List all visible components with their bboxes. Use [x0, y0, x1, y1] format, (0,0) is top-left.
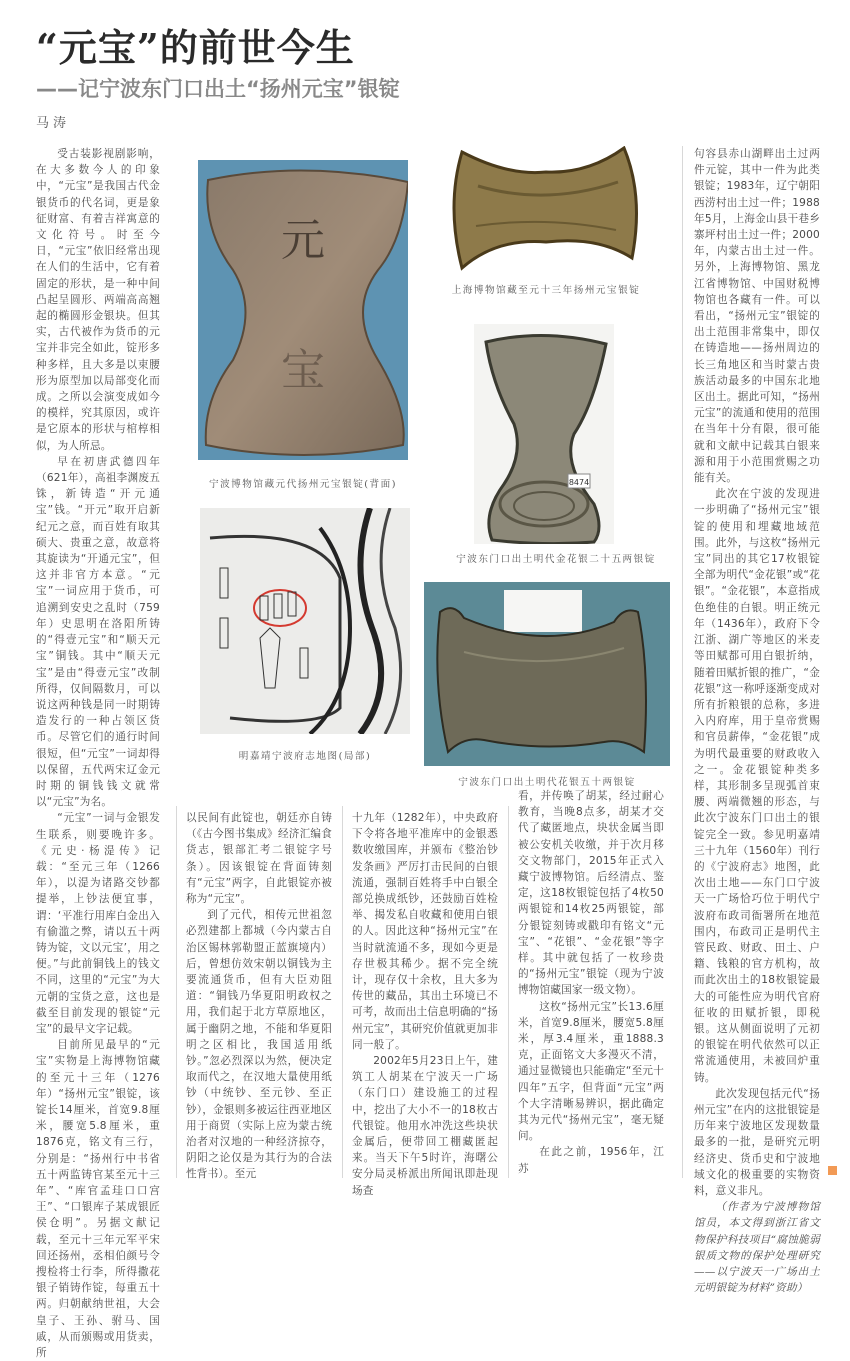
text-column-5	[694, 146, 820, 1296]
paragraph: 此次发现包括元代“扬州元宝”在内的这批银锭是历年来宁波地区发现数量最多的一批，是研究元明经济史、货币史和宁波地域文化的极重要的实物资料，意义非凡。	[694, 1087, 820, 1197]
article-subtitle: ——记宁波东门口出土“扬州元宝”银锭	[36, 77, 400, 101]
silver-ingot-50-liang-photo	[424, 582, 670, 766]
paragraph: 目前所见最早的“元宝”实物是上海博物馆藏的至元十三年（1276年）“扬州元宝”银锭，该锭长14厘米，首宽9.8厘米，腰宽5.8厘米，重1876克，铭文有三行，分别是：“扬州行中书省五十两监铸官某至元十三年”、“库官孟珪口口宫王”、“口银库子某成银匠侯仓明”。另据文献记载，至元十三年元军平宋回还扬州，丞相伯颜号令搜检将士行李，所得撒花银子销铸作锭，每重五十两。归朝献纳世祖，大会皇子、王孙、驸马、国戚，从而颁赐或用货卖，所	[36, 1039, 160, 1360]
text-column-3	[352, 810, 498, 1199]
svg-text:元: 元	[281, 215, 325, 266]
paragraph: 以民间有此锭也，朝廷亦自铸（《古今图书集成》经济汇编食货志，银部汇考二银锭字号条）。因该银锭在背面铸刻有“元宝”两字，自此银锭亦被称为“元宝”。	[186, 812, 332, 906]
text-column-1	[36, 146, 160, 1361]
text-column-4	[518, 788, 664, 1177]
column-divider	[342, 806, 343, 1178]
svg-text:宝: 宝	[281, 345, 325, 396]
paragraph: 受古装影视剧影响，在大多数今人的印象中，“元宝”是我国古代金银货币的代名词，更是象征财富、有着吉祥寓意的文化符号。时至今日，“元宝”依旧经常出现在人们的生活中，它有着固定的形状，是一种中间凸起呈圆形、两端高高翘起的椭圆形金银块。但其实，古代被作为货币的元宝并非完全如此，锭形多种多样，且大多是以束腰形为原型加以局部变化而成。之所以会演变成如今的模样，究其原因，或许是它原本的形状与棺椁相似，为人所忌。	[36, 148, 160, 452]
text-column-2	[186, 810, 332, 1183]
paragraph: 看，并传唤了胡某，经过耐心教育，当晚8点多，胡某才交代了藏匿地点，块状金属当即被公安机关收缴，并于次月移交文物部门，2015年正式入藏宁波博物馆。后经清点、鉴定，这18枚银锭包括了4枚50两银锭和14枚25两银锭，部分银锭刻铸或戳印有铭文“元宝”、“花银”、“金花银”等字样。其中就包括了一枚珍贵的“扬州元宝”银锭（现为宁波博物馆藏国家一级文物）。	[518, 790, 664, 997]
paragraph: 十九年（1282年），中央政府下令将各地平准库中的金银悉数收缴国库，并颁布《整治钞发条画》严厉打击民间的白银流通，强制百姓将手中白银全部兑换成纸钞，还鼓励百姓检举、揭发私自收藏和使用白银的人。因此这种“扬州元宝”在当时就流通不多，现如今更是存世极其稀少。据不完全统计，现存仅十余枚，且大多为传世的藏品，其出土环境已不可考，故而出土信息明确的“扬州元宝”，其研究价值就更加非同一般了。	[352, 812, 499, 1051]
paragraph: 此次在宁波的发现进一步明确了“扬州元宝”银锭的使用和埋藏地域范围。此外，与这枚“扬州元宝”同出的其它17枚银锭全部为明代“金花银”或“花银”。“金花银”，本意指成色绝佳的白银。明正统元年（1436年），政府下令江浙、湖广等地区的米麦等田赋都可用白银折纳，随着田赋折银的推广，“金花银”这一称呼逐渐变成对所有折粮银的总称，多进入内府库，用于皇帝赏赐和官员薪俸，“金花银”成为明代最重要的财政收入之一。金花银锭种类多样，其形制多呈现弧首束腰、两端微翘的形态，与此次宁波东门口出土的银锭完全一致。参见明嘉靖三十九年（1560年）刊行的《宁波府志》地图，此次出土地——东门口宁波天一广场恰巧位于明代宁波府布政司衙署所在地范围内，布政司正是明代主管民政、财政、田土、户籍、钱粮的官方机构，故而此次出土的18枚银锭最大的可能性应为明代官府征收的田赋折银，即税银。这从侧面说明了元初的银锭在明代依然可以正常流通使用，未被回炉重铸。	[694, 488, 820, 1084]
article-title: “元宝”的前世今生	[36, 25, 355, 70]
paragraph: 句容县赤山湖畔出土过两件元锭，其中一件为此类银锭；1983年，辽宁朝阳西涝村出土过一件；1988年5月，上海金山县干巷乡寨坪村出土过一件；2000年，内蒙古出土过一件。另外，上海博物馆、黑龙江省博物馆、中国财税博物馆也各藏有一件。可以看出，“扬州元宝”银锭的出土范围非常集中，即仅在铸造地——扬州周边的长三角地区和当时蒙古贵族活动最多的中国东北地区出土。据此可知，“扬州元宝”的流通和使用的范围在当年十分有限，很可能就和文献中记载其白银来源和用于小范围赏赐之功能有关。	[694, 148, 820, 485]
article-author: 马涛	[36, 116, 71, 131]
paragraph: 到了元代，相传元世祖忽必烈建都上都城（今内蒙古自治区锡林郭勒盟正蓝旗境内）后，曾想仿效宋朝以铜钱为主要流通货币，但有大臣劝阻道：“铜钱乃华夏阳明政权之用，我们起于北方草原地区，属于幽阴之地，不能和华夏阳明之区相比，我国适用纸钞。”忽必烈深以为然，便决定取而代之，在汉地大量使用纸钞（中统钞、至元钞、至正钞），金银则多被运往西亚地区用于商贸（实际上应为蒙古统治者对汉地的一种经济掠夺，阴阳之论仅是为其行为的合法性背书）。至元	[186, 909, 332, 1181]
specimen-label: 8474	[568, 478, 590, 487]
paragraph: 早在初唐武德四年（621年），高祖李渊废五铢，新铸造“开元通宝”钱。“开元”取开启新纪元之意，而百姓有取其硕大、贵重之意，故意将其旋读为“开通元宝”，但这并非官方本意。“元宝”一词应用于货币，可追溯到安史之乱时（759年）史思明在洛阳所铸的“得壹元宝”和“顺天元宝”铜钱。其中“顺天元宝”是由“得壹元宝”改制所得，仅间隔数月，可以说这两种钱是同一时期铸造发行的一种占领区货币。尽管它们的通行时间很短，但“元宝”一词却得以保留，五代两宋辽金元时期的铜钱钱文就常以“元宝”为名。	[36, 455, 160, 809]
figure-caption: 明嘉靖宁波府志地图(局部)	[238, 751, 372, 762]
column-divider	[682, 146, 683, 1178]
figure-caption: 宁波博物馆藏元代扬州元宝银锭(背面)	[209, 479, 397, 490]
column-divider	[176, 806, 177, 1178]
paragraph: 这枚“扬州元宝”长13.6厘米，首宽9.8厘米，腰宽5.8厘米，厚3.4厘米，重1888.3克，正面铭文大多漫灭不清，通过显微镜也只能确定“至元十四年”五字，但背面“元宝”两个大字清晰易辨识，据此确定其为元代“扬州元宝”，毫无疑问。	[518, 1000, 665, 1143]
figure-caption: 宁波东门口出土明代花银五十两银锭	[458, 777, 636, 788]
silver-ingot-yuanbao-back-photo	[198, 160, 408, 460]
figure-caption: 宁波东门口出土明代金花银二十五两银锭	[456, 554, 656, 565]
silver-ingot-shanghai-photo	[448, 146, 644, 274]
silver-ingot-25-liang-photo	[474, 324, 614, 544]
paragraph: “元宝”一词与金银发生联系，则要晚许多。《元史·杨湜传》记载：“至元三年（1266年），以湜为诸路交钞都提举，上钞法便宜事，谓：‘平准行用库白金出入有偷滥之弊，请以五十两铸为锭，文以元宝’，用之便。”与此前铜钱上的钱文不同，这里的“元宝”为大元朝的宝货之意，这也是截至目前发现的银锭“元宝”的最早文字记载。	[36, 812, 160, 1035]
article-end-mark	[828, 1166, 837, 1175]
paragraph: 2002年5月23日上午，建筑工人胡某在宁波天一广场（东门口）建设施工的过程中，挖出了大小不一的18枚古代银锭。他用水冲洗这些块状金属后，便带回工棚藏匿起来。当天下午5时许，海曙公安分局灵桥派出所闻讯即赴现场查	[352, 1055, 498, 1197]
column-divider	[508, 806, 509, 1178]
paragraph: （作者为宁波博物馆馆员，本文得到浙江省文物保护科技项目“腐蚀脆弱银质文物的保护处理研究——以宁波天一广场出土元明银锭为材料”资助）	[694, 1201, 820, 1295]
figure-caption: 上海博物馆藏至元十三年扬州元宝银锭	[451, 285, 641, 296]
ningbo-map-photo	[200, 508, 410, 734]
paragraph: 在此之前，1956年，江苏	[518, 1146, 664, 1175]
